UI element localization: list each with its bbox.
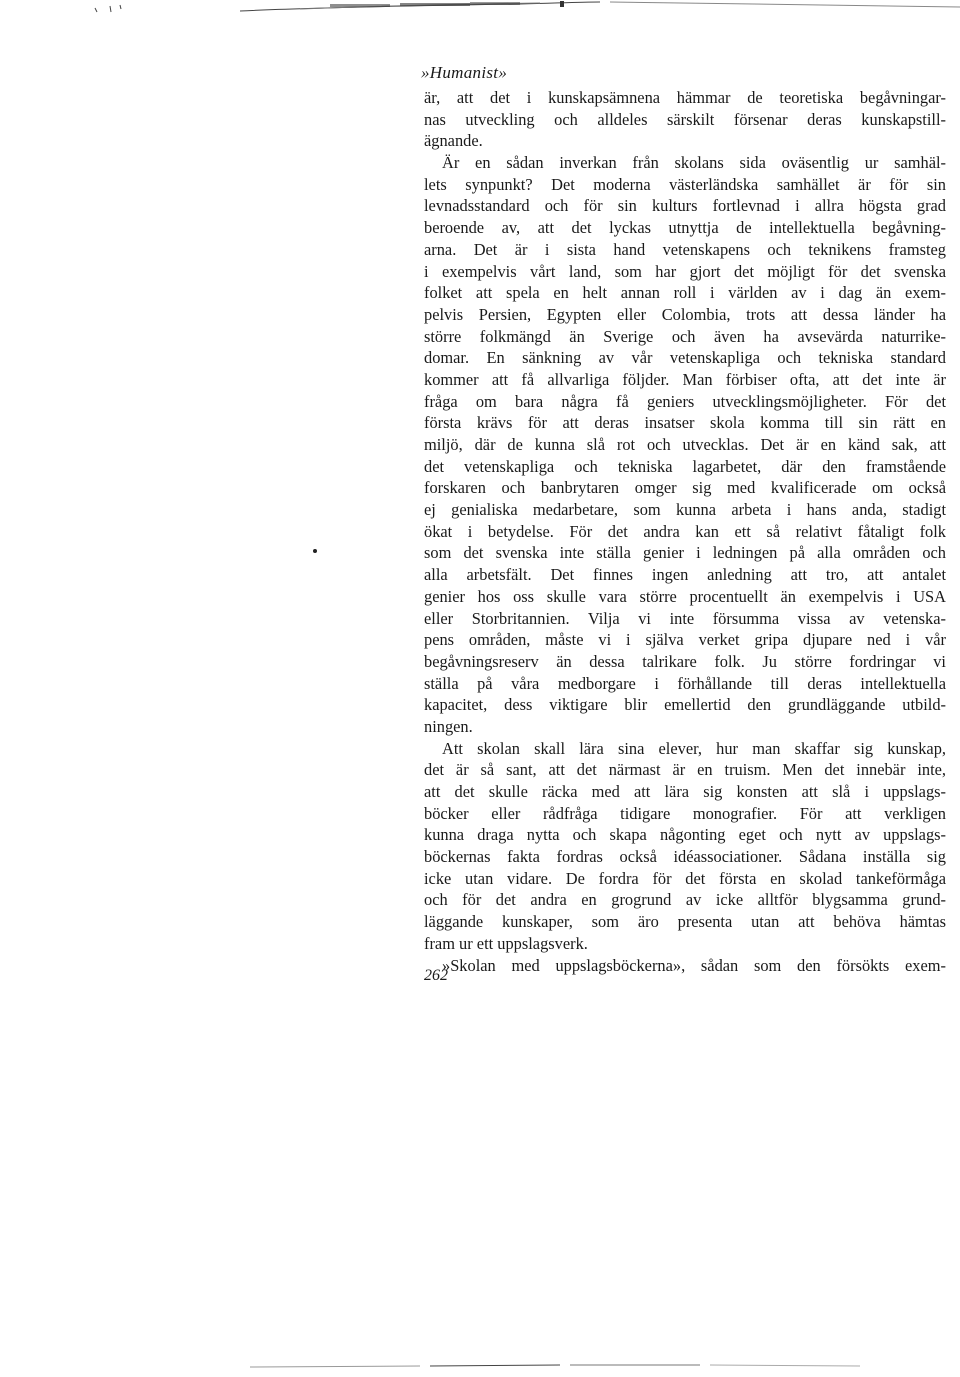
text-line: fram ur ett uppslagsverk. [424,933,588,953]
text-line: forskaren och banbrytaren omger sig med kvalificerade om också [424,478,946,498]
text-line: som det svenska inte ställa genier i ledningen på alla områden och [424,543,946,563]
text-line: ningen. [424,716,473,736]
text-line: läggande kunskaper, som äro presenta utan att behöva hämtas [424,912,946,932]
text-line: det är så sant, att det närmast är en truism. Men det innebär inte, [424,760,946,780]
text-line: eller Storbritannien. Vilja vi inte försumma vissa av vetenska- [424,608,946,628]
text-line: pelvis Persien, Egypten eller Colombia, trots att dessa länder ha [424,304,946,324]
text-line: ökat i betydelse. För det andra kan ett så relativt fåtaligt folk [424,521,946,541]
text-line: första krävs för att deras insatser skola komma till sin rätt en [424,413,946,433]
page-text-block [421,62,946,976]
text-line: i exempelvis vårt land, som har gjort det möjligt för det svenska [424,261,946,281]
body-text [424,87,946,976]
text-line: och för det andra en grogrund av icke alltför blygsamma grund- [424,890,946,910]
text-line: Att skolan skall lära sina elever, hur man skaffar sig kunskap, [442,738,946,758]
text-line: lets synpunkt? Det moderna västerländska samhället är för sin [424,174,946,194]
page-number: 262 [424,967,448,984]
text-line: Är en sådan inverkan från skolans sida oväsentlig ur samhäl- [442,153,946,173]
scan-edge-bottom [0,1360,960,1372]
running-head: »Humanist» [421,63,508,82]
scan-edge-top [0,0,960,14]
text-line: att det skulle räcka med att lära sig konsten att slå i uppslags- [424,782,946,801]
text-line: ej genialiska medarbetare, som kunna arbeta i hans anda, stadigt [424,500,946,520]
text-line: ställa på våra medborgare i förhållande till deras intellektuella [424,673,946,693]
text-line: alla arbetsfält. Det finnes ingen anledning att tro, att antalet [424,565,946,585]
stray-mark [313,549,317,553]
text-line: folket att spela en helt annan roll i världen av i dag än exem- [424,283,946,303]
text-line: miljö, där de kunna slå rot och utvecklas. Det är en känd sak, att [424,435,946,454]
text-line: icke utan vidare. De fordra för det första en skolad tankeförmåga [424,868,946,888]
text-line: större folkmängd än Sverige och även ha avsevärda naturrike- [424,326,946,346]
text-line: domar. En sänkning av vår vetenskapliga och tekniska standard [424,348,946,368]
text-line: kapacitet, dess viktigare blir emellertid den grundläggande utbild- [424,695,946,715]
text-line: ägnande. [424,131,483,151]
text-line: begåvningsreserv än dessa talrikare folk. Ju större fordringar vi [424,651,946,671]
text-line: levnadsstandard och för sin kulturs fortlevnad i allra högsta grad [424,196,946,216]
text-line: är, att det i kunskapsämnena hämmar de teoretiska begåvningar- [424,88,946,107]
text-line: kommer att få allvarliga följder. Man förbiser ofta, att det inte är [424,369,946,389]
text-line: nas utveckling och alldeles särskilt försenar deras kunskapstill- [424,109,946,129]
text-line: böckernas fakta fordras också idéassociationer. Sådana inställa sig [424,847,946,867]
text-line: det vetenskapliga och tekniska lagarbetet, där den framstående [424,456,946,476]
text-line: pens områden, måste vi i själva verket gripa djupare ned i vår [424,630,946,650]
text-line: beroende av, att det lyckas utnyttja de intellektuella begåvning- [424,218,946,238]
text-line: kunna draga nytta och skapa någonting eget och nytt av uppslags- [424,825,946,845]
text-line: genier hos oss skulle vara större procentuellt än exempelvis i USA [424,586,946,606]
text-line: böcker eller rådfråga tidigare monografier. För att verkligen [424,803,946,823]
text-line: »Skolan med uppslagsböckerna», sådan som den försökts exem- [442,955,946,975]
text-line: fråga om bara några få geniers utvecklingsmöjligheter. För det [424,391,946,411]
text-line: arna. Det är i sista hand vetenskapens och teknikens framsteg [424,239,946,259]
